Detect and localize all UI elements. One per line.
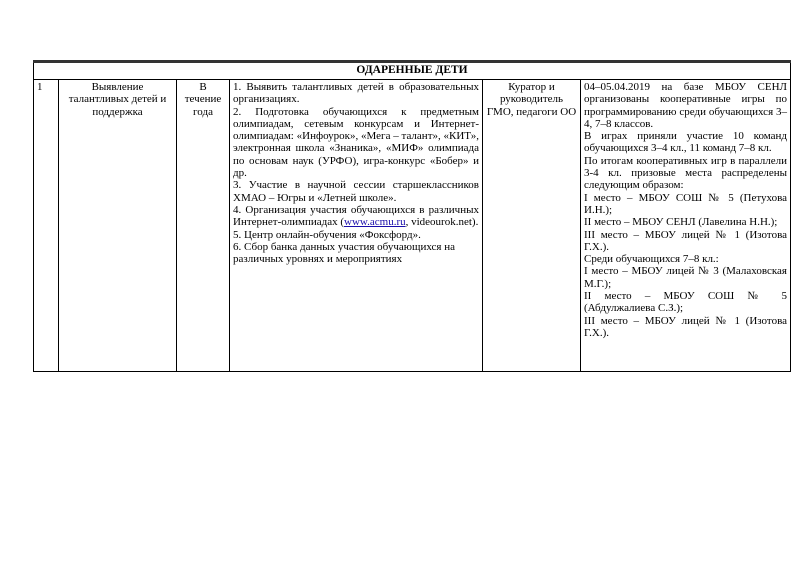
direction-cell: Выявление талантливых детей и поддержка (59, 80, 177, 372)
plan-table (33, 60, 791, 372)
activities-cell (230, 80, 483, 372)
result-item: II место – МБОУ СОШ № 5 (Абдулжалиева С.З.); (584, 290, 787, 315)
activity-item: 3. Участие в научной сессии старшеклассников ХМАО – Югры и «Летней школе». (233, 179, 479, 204)
section-title: ОДАРЕННЫЕ ДЕТИ (34, 62, 791, 80)
results-cell (581, 80, 791, 372)
result-item: III место – МБОУ лицей № 1 (Изотова Г.Х.). (584, 314, 787, 339)
section-header-row (34, 62, 791, 80)
responsible-cell: Куратор и руководитель ГМО, педагоги ОО (483, 80, 581, 372)
row-number: 1 (34, 80, 59, 372)
activity-item (233, 204, 479, 229)
result-item: Среди обучающихся 7–8 кл.: (584, 253, 719, 266)
result-item: 04–05.04.2019 на базе МБОУ СЕНЛ организованы кооперативные игры по программированию среди обучающихся 3–4, 7–8 классов. (584, 81, 787, 130)
acmu-link[interactable]: www.acmu.ru (344, 216, 406, 229)
result-item: II место – МБОУ СЕНЛ (Лавелина Н.Н.); (584, 216, 778, 229)
result-item: I место – МБОУ лицей № 3 (Малаховская М.Г.); (584, 265, 787, 290)
result-item: В играх приняли участие 10 команд обучающихся 3–4 кл., 11 команд 7–8 кл. (584, 130, 787, 155)
table-row (34, 80, 791, 372)
activity-text: 4. Организация участия обучающихся в различных Интернет-олимпиадах ( (233, 203, 479, 229)
period-cell: В течение года (177, 80, 230, 372)
result-item: III место – МБОУ лицей № 1 (Изотова Г.Х.). (584, 228, 787, 253)
activity-item: 5. Центр онлайн-обучения «Фоксфорд». (233, 228, 421, 241)
activity-item: 1. Выявить талантливых детей в образовательных организациях. (233, 81, 479, 106)
result-item: По итогам кооперативных игр в параллели 3-4 кл. призовые места распределены следующим образом: (584, 154, 787, 192)
activity-text: , videourok.net). (405, 216, 479, 229)
result-item: I место – МБОУ СОШ № 5 (Петухова И.Н.); (584, 191, 787, 216)
activity-item: 6. Сбор банка данных участия обучающихся на различных уровнях и мероприятиях (233, 240, 455, 266)
activity-item: 2. Подготовка обучающихся к предметным олимпиадам, сетевым конкурсам и Интернет-олимпиадам: «Инфоурок», «Мега – талант», «КИТ», электронная школа «Знаника», «МИФ» олимпиада по основам наук (УРФО), игра-конкурс «Бобер» и др. (233, 105, 479, 180)
